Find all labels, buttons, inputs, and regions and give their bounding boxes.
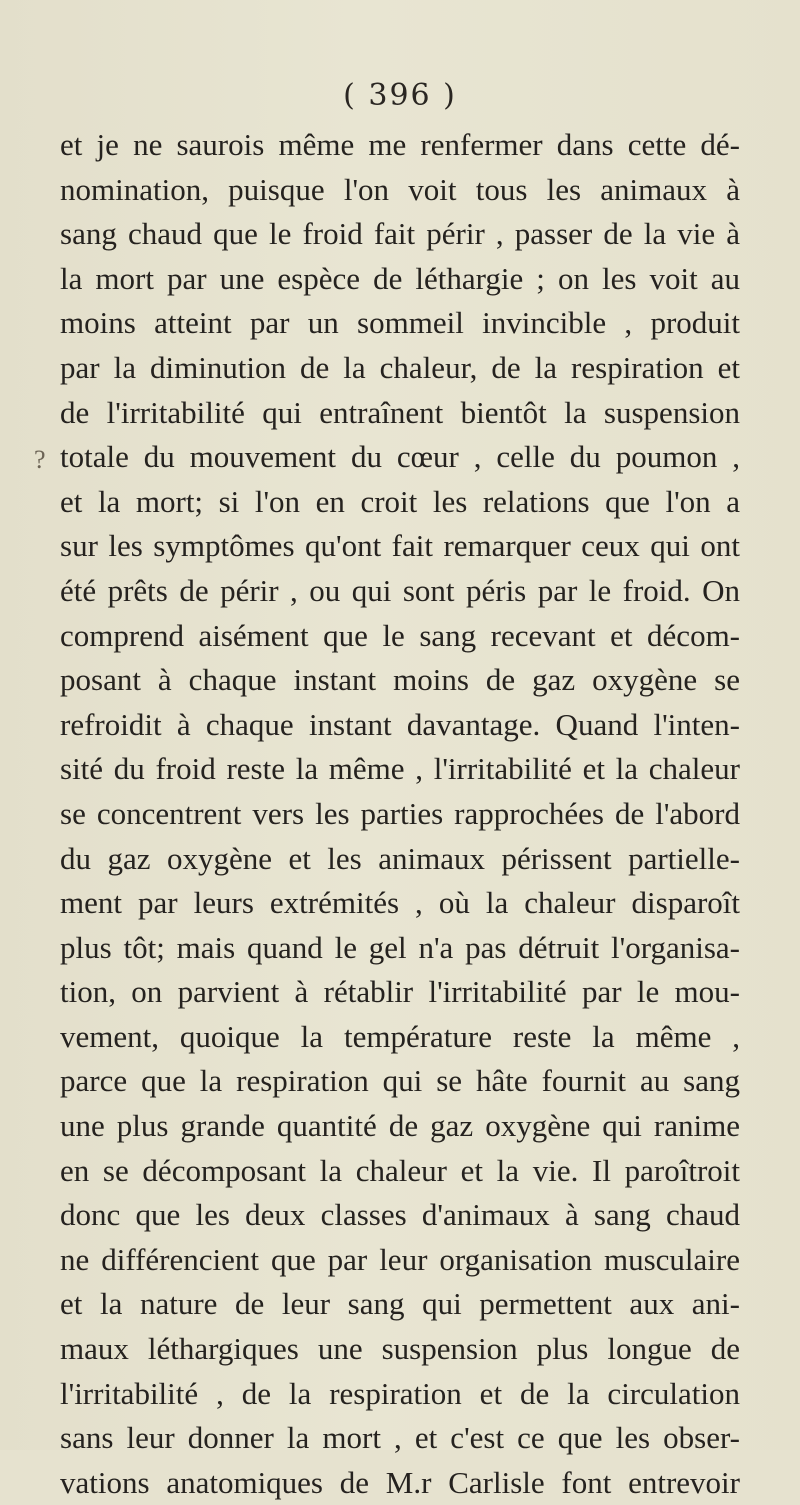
- text-line: moins atteint par un sommeil invincible , produit: [60, 305, 740, 341]
- text-line: du gaz oxygène et les animaux périssent partielle-: [60, 840, 740, 876]
- text-line: l'irritabilité , de la respiration et de la circulation: [60, 1375, 740, 1411]
- text-line: une plus grande quantité de gaz oxygène qui ranime: [60, 1108, 740, 1144]
- text-line: été prêts de périr , ou qui sont péris par le froid. On: [60, 572, 740, 608]
- text-line: sité du froid reste la même , l'irritabilité et la chaleur: [60, 751, 740, 787]
- text-line: ment par leurs extrémités , où la chaleur disparoît: [60, 885, 740, 921]
- text-line: maux léthargiques une suspension plus longue de: [60, 1331, 740, 1367]
- margin-mark: ?: [34, 445, 46, 474]
- text-line: ne différencient que par leur organisation musculaire: [60, 1241, 740, 1277]
- text-line: refroidit à chaque instant davantage. Quand l'inten-: [60, 706, 740, 742]
- text-line: et la mort; si l'on en croit les relations que l'on a: [60, 483, 740, 519]
- text-line: sans leur donner la mort , et c'est ce que les obser-: [60, 1420, 740, 1456]
- text-line: et je ne saurois même me renfermer dans cette dé-: [60, 127, 740, 162]
- body-text: [60, 123, 740, 1505]
- text-line: plus tôt; mais quand le gel n'a pas détruit l'organisa-: [60, 929, 740, 965]
- text-line: en se décomposant la chaleur et la vie. Il paroîtroit: [60, 1152, 740, 1188]
- text-line: tion, on parvient à rétablir l'irritabilité par le mou-: [60, 974, 740, 1010]
- text-line: vations anatomiques de M.r Carlisle font entrevoir: [60, 1464, 740, 1500]
- text-line: parce que la respiration qui se hâte fournit au sang: [60, 1063, 740, 1099]
- text-line: la mort par une espèce de léthargie ; on les voit au: [60, 260, 740, 296]
- text-line: de l'irritabilité qui entraînent bientôt la suspension: [60, 394, 740, 430]
- text-line: donc que les deux classes d'animaux à sang chaud: [60, 1197, 740, 1233]
- text-line: totale du mouvement du cœur , celle du poumon ,: [60, 439, 740, 475]
- text-line: comprend aisément que le sang recevant et décom-: [60, 617, 740, 653]
- text-line: sang chaud que le froid fait périr , passer de la vie à: [60, 216, 740, 252]
- page-number: ( 396 ): [343, 78, 457, 113]
- text-line: vement, quoique la température reste la même ,: [60, 1018, 740, 1054]
- text-line: nomination, puisque l'on voit tous les animaux à: [60, 171, 740, 207]
- text-line: sur les symptômes qu'ont fait remarquer ceux qui ont: [60, 528, 740, 564]
- text-line: et la nature de leur sang qui permettent aux ani-: [60, 1286, 740, 1322]
- text-line: posant à chaque instant moins de gaz oxygène se: [60, 662, 740, 698]
- text-line: par la diminution de la chaleur, de la respiration et: [60, 349, 740, 385]
- text-line: se concentrent vers les parties rapprochées de l'abord: [60, 795, 740, 831]
